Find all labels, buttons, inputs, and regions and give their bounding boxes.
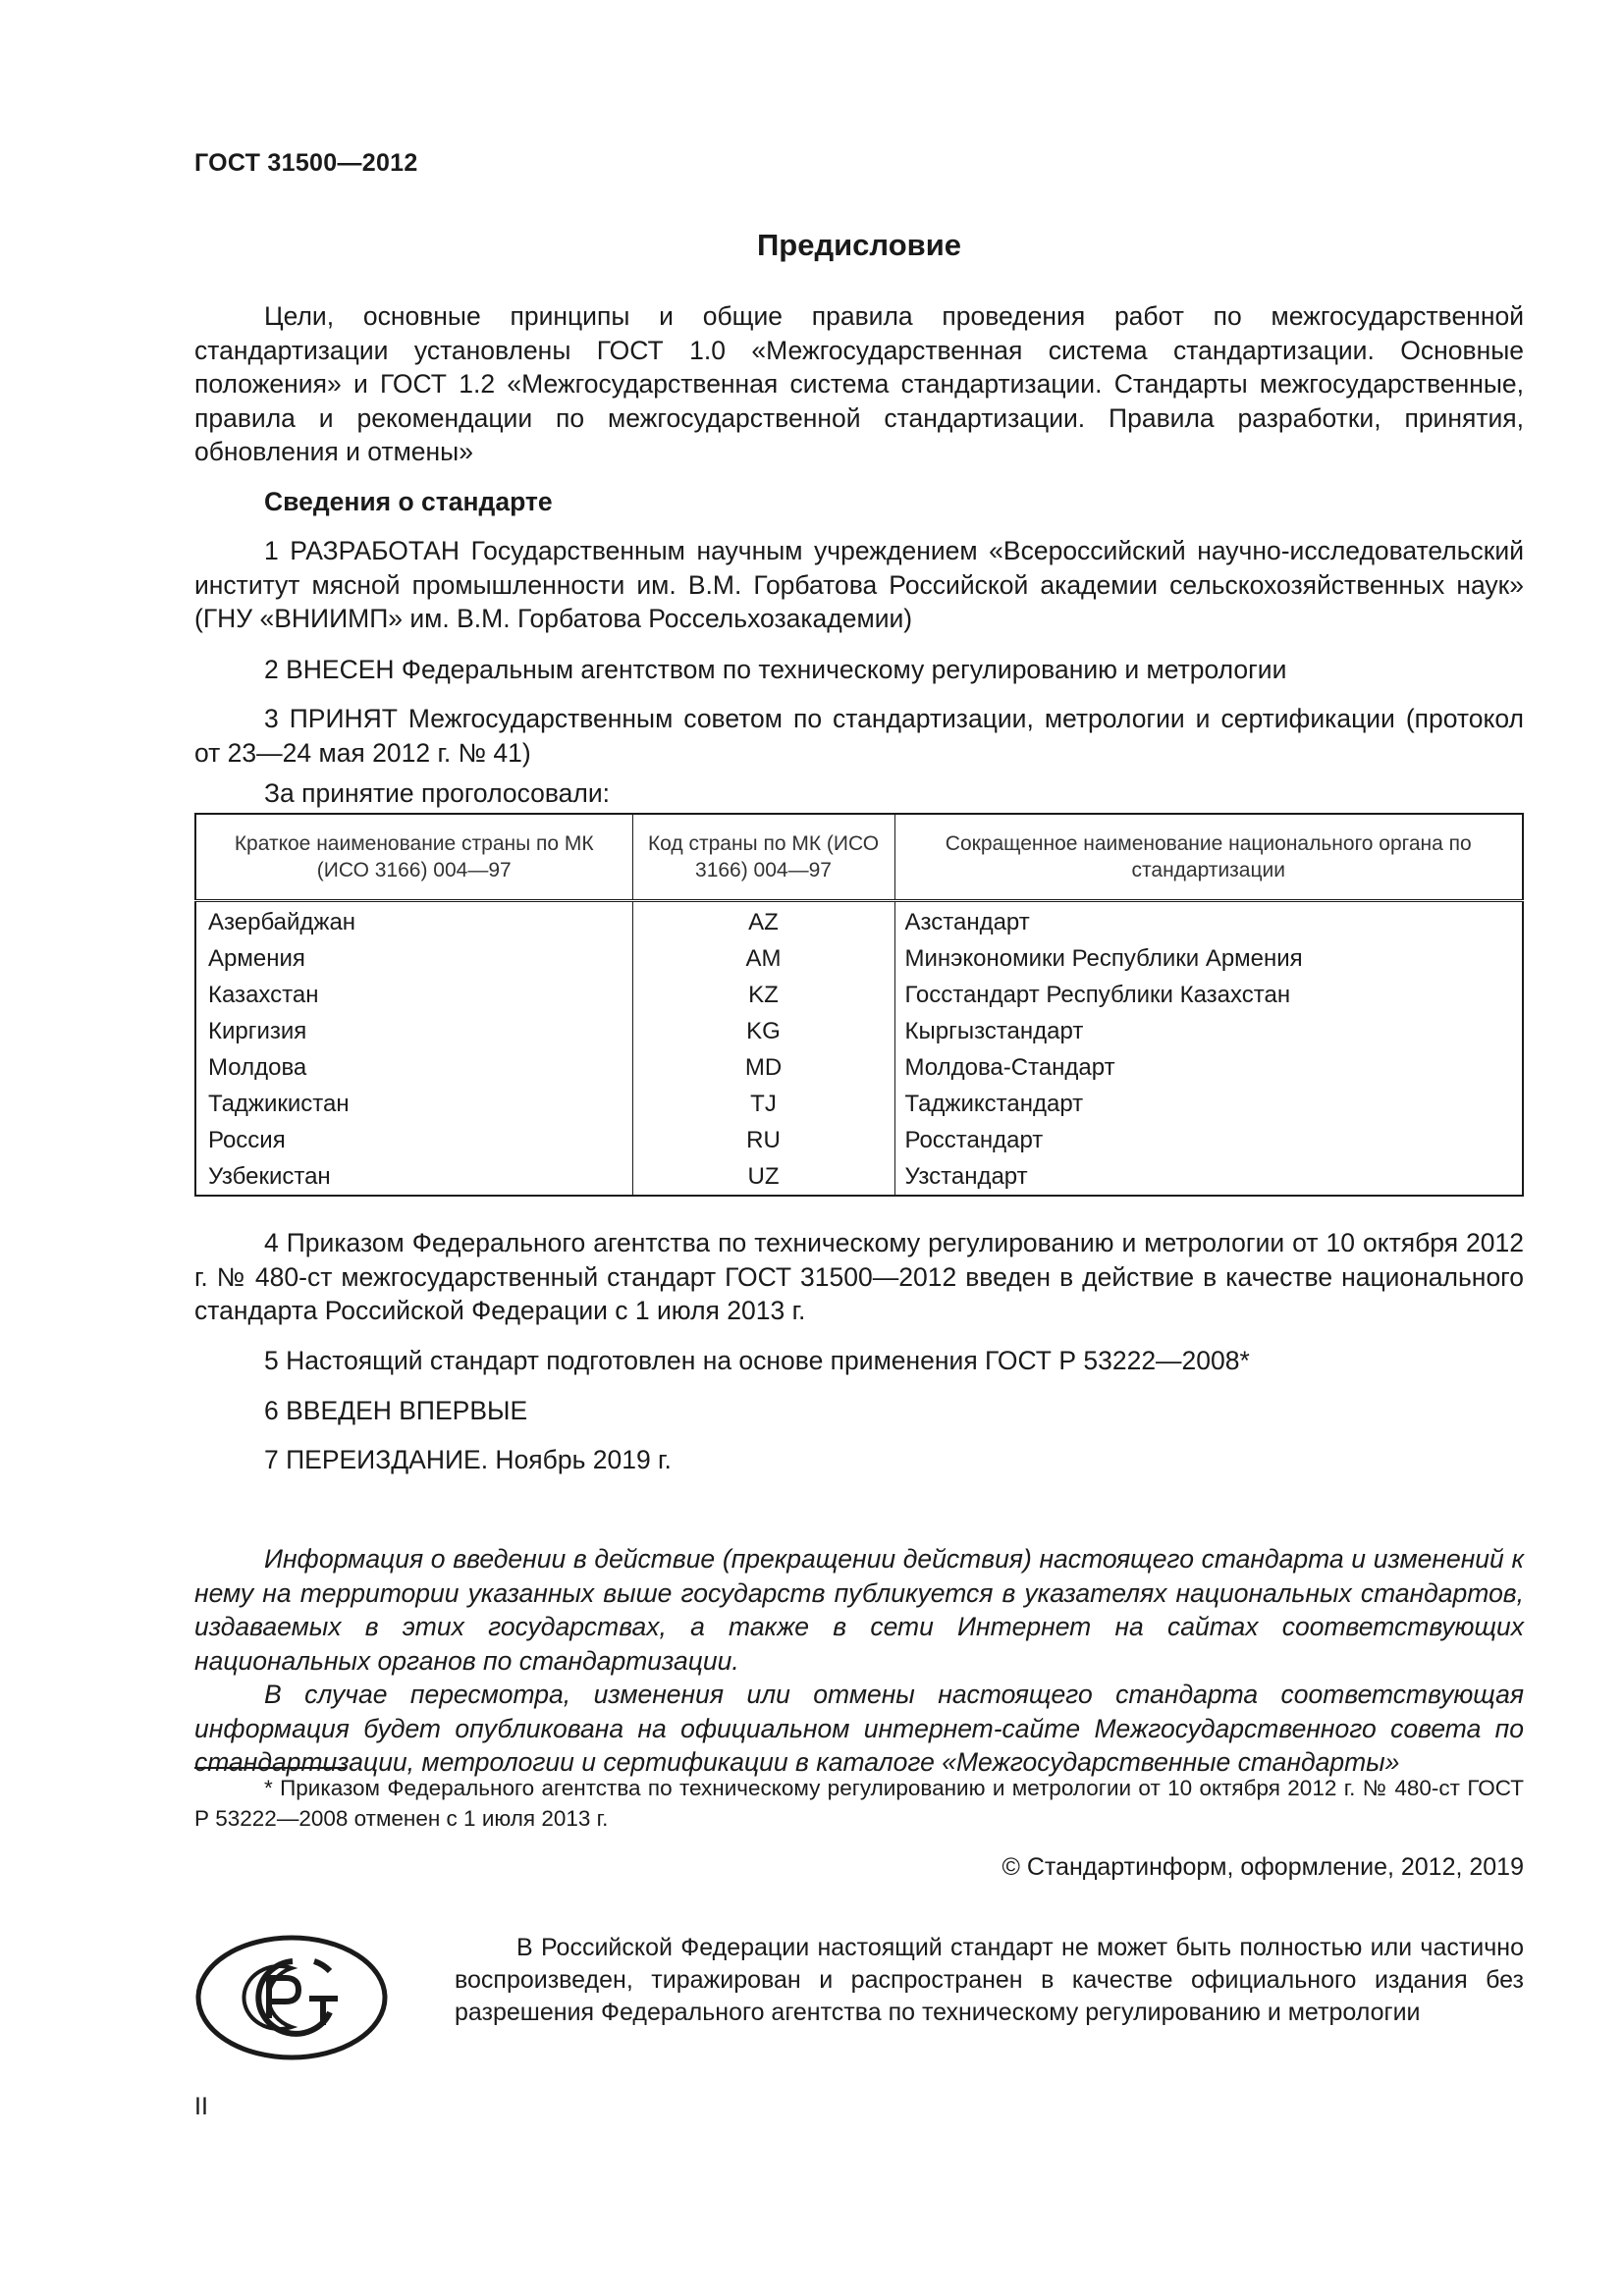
country-cell: Казахстан xyxy=(208,981,319,1008)
section-heading: Сведения о стандарте xyxy=(264,487,553,516)
agency-cell: Кыргызстандарт xyxy=(894,1013,1523,1049)
item-2-paragraph: 2 ВНЕСЕН Федеральным агентством по техническому регулированию и метрологии xyxy=(264,655,1287,684)
item-4-paragraph: 4 Приказом Федерального агентства по техническому регулированию и метрологии от 10 октября 2012 г. № 480-ст межгосударственный стандарт ГОСТ 31500—2012 введен в действие в качестве национального стандарта Российской Федерации с 1 июля 2013 г. xyxy=(194,1228,1524,1325)
table-row xyxy=(195,940,1523,977)
country-code-cell: RU xyxy=(632,1122,894,1158)
item-5-paragraph: 5 Настоящий стандарт подготовлен на основе применения ГОСТ Р 53222—2008* xyxy=(264,1346,1250,1375)
country-cell: Узбекистан xyxy=(208,1162,331,1190)
copyright-line: © Стандартинформ, оформление, 2012, 2019 xyxy=(1001,1853,1524,1881)
page-number: II xyxy=(194,2093,208,2120)
footnote-separator xyxy=(194,1767,346,1769)
table-row xyxy=(195,1013,1523,1049)
country-code-cell: KZ xyxy=(632,977,894,1013)
table-row xyxy=(195,977,1523,1013)
country-code-cell: KG xyxy=(632,1013,894,1049)
agency-cell: Молдова-Стандарт xyxy=(894,1049,1523,1086)
item-6-paragraph: 6 ВВЕДЕН ВПЕРВЫЕ xyxy=(264,1396,528,1425)
country-cell: Молдова xyxy=(208,1053,307,1081)
agency-cell: Росстандарт xyxy=(894,1122,1523,1158)
country-code-cell: AM xyxy=(632,940,894,977)
table-row xyxy=(195,1122,1523,1158)
page-title: Предисловие xyxy=(756,228,961,262)
info-paragraph-1: Информация о введении в действие (прекращении действия) настоящего стандарта и изменений к нему на территории указанных выше государств публикуется в указателях национальных стандартов, издаваемых в этих государствах, а также в сети Интернет на сайтах соответствующих национальных органов по стандартизации. xyxy=(194,1544,1524,1676)
agency-cell: Узстандарт xyxy=(894,1158,1523,1196)
country-code-cell: MD xyxy=(632,1049,894,1086)
country-code-cell: TJ xyxy=(632,1086,894,1122)
country-cell: Армения xyxy=(208,944,305,972)
intro-paragraph: Цели, основные принципы и общие правила проведения работ по межгосударственной стандартизации установлены ГОСТ 1.0 «Межгосударственная система стандартизации. Основные положения» и ГОСТ 1.2 «Межгосударственная система стандартизации. Стандарты межгосударственные, правила и рекомендации по межгосударственной стандартизации. Правила разработки, принятия, обновления и отмены» xyxy=(194,301,1524,466)
table-row xyxy=(195,901,1523,941)
footnote: * Приказом Федерального агентства по техническому регулированию и метрологии от 10 октября 2012 г. № 480-ст ГОСТ Р 53222—2008 отменен с 1 июля 2013 г. xyxy=(194,1776,1524,1831)
table-row xyxy=(195,1086,1523,1122)
country-code-cell: UZ xyxy=(632,1158,894,1196)
table-row xyxy=(195,1158,1523,1196)
column-header-agency: Сокращенное наименование национального органа по стандартизации xyxy=(894,814,1523,901)
item-7-paragraph: 7 ПЕРЕИЗДАНИЕ. Ноябрь 2019 г. xyxy=(264,1445,672,1474)
country-cell: Азербайджан xyxy=(208,908,356,935)
vote-intro: За принятие проголосовали: xyxy=(264,778,611,808)
agency-cell: Таджикстандарт xyxy=(894,1086,1523,1122)
rst-certification-mark-icon xyxy=(194,1934,389,2061)
country-code-cell: AZ xyxy=(632,901,894,941)
agency-cell: Минэкономики Республики Армения xyxy=(894,940,1523,977)
info-paragraph-2: В случае пересмотра, изменения или отмены настоящего стандарта соответствующая информация будет опубликована на официальном интернет-сайте Межгосударственного совета по стандартизации, метрологии и сертификации в каталоге «Межгосударственные стандарты» xyxy=(194,1680,1524,1777)
countries-table xyxy=(194,813,1524,1197)
agency-cell: Госстандарт Республики Казахстан xyxy=(894,977,1523,1013)
column-header-code: Код страны по МК (ИСО 3166) 004—97 xyxy=(632,814,894,901)
column-header-country: Краткое наименование страны по МК (ИСО 3166) 004—97 xyxy=(195,814,632,901)
agency-cell: Азстандарт xyxy=(894,901,1523,941)
item-3-paragraph: 3 ПРИНЯТ Межгосударственным советом по стандартизации, метрологии и сертификации (протокол от 23—24 мая 2012 г. № 41) xyxy=(194,704,1524,768)
document-header: ГОСТ 31500—2012 xyxy=(194,149,418,177)
country-cell: Киргизия xyxy=(208,1017,307,1044)
copyright-notice: В Российской Федерации настоящий стандарт не может быть полностью или частично воспроизведен, тиражирован и распространен в качестве официального издания без разрешения Федерального агентства по техническому регулированию и метрологии xyxy=(455,1934,1524,2026)
item-1-paragraph: 1 РАЗРАБОТАН Государственным научным учреждением «Всероссийский научно-исследовательский институт мясной промышленности им. В.М. Горбатова Российской академии сельскохозяйственных наук» (ГНУ «ВНИИМП» им. В.М. Горбатова Россельхозакадемии) xyxy=(194,536,1524,633)
country-cell: Россия xyxy=(208,1126,286,1153)
table-header-row xyxy=(195,814,1523,901)
table-row xyxy=(195,1049,1523,1086)
country-cell: Таджикистан xyxy=(208,1090,350,1117)
